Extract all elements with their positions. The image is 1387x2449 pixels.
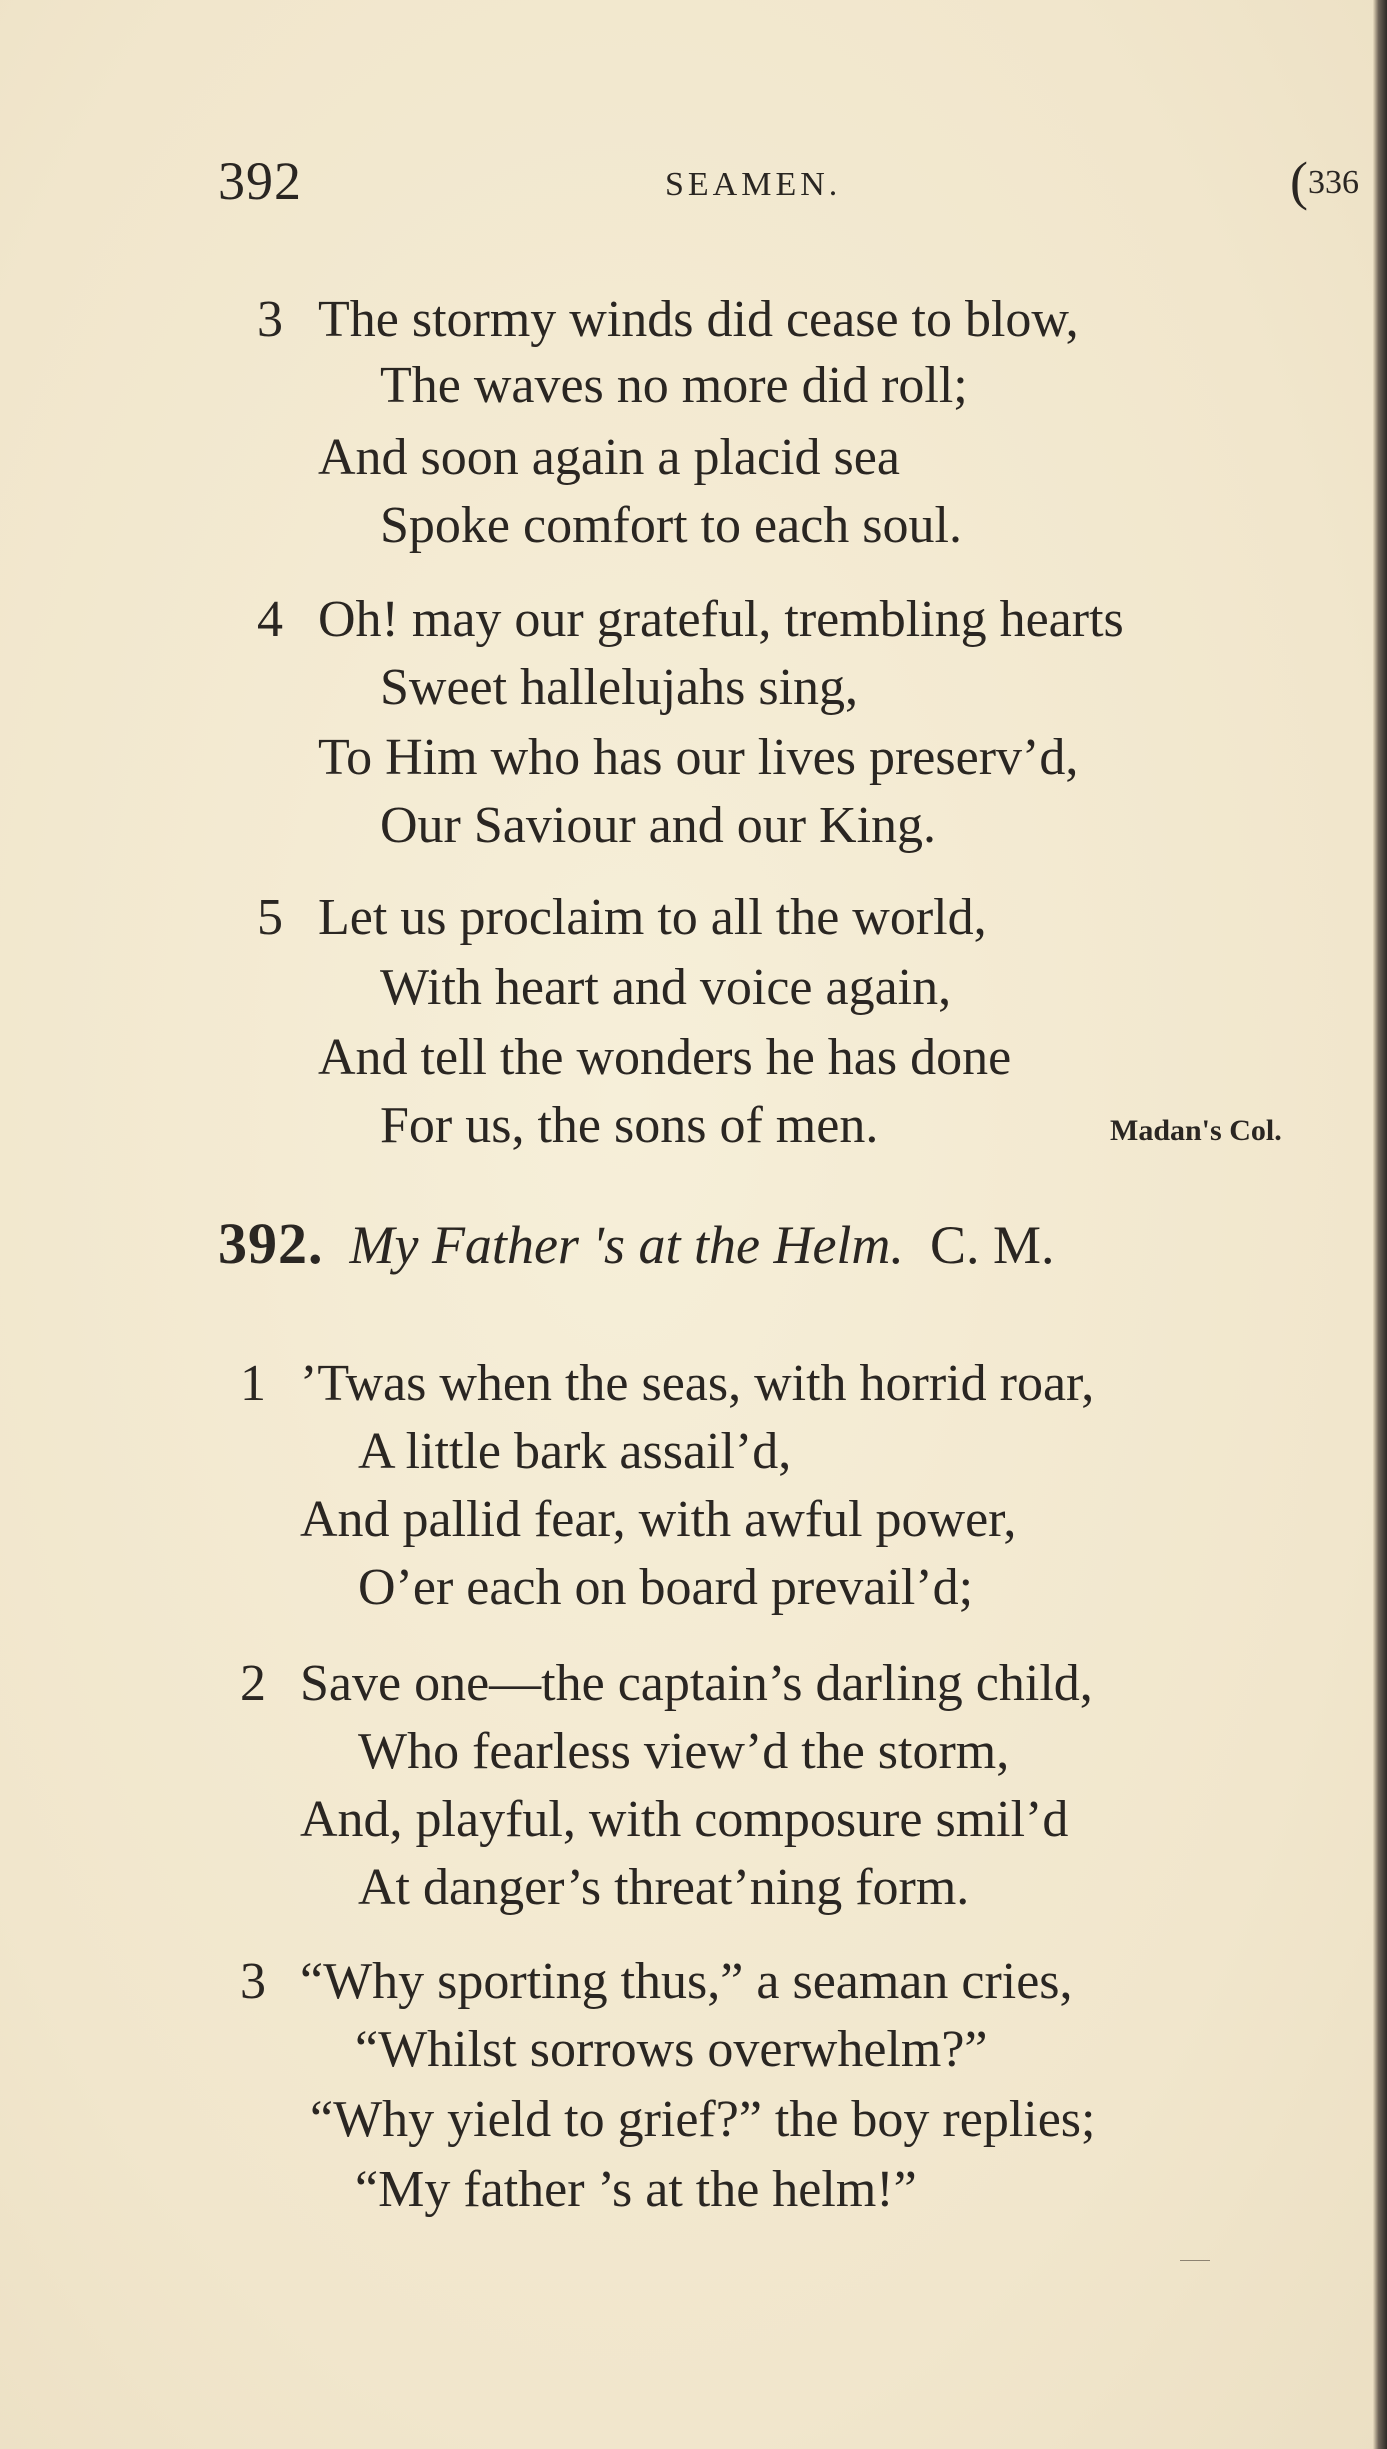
verse-line: Who fearless view’d the storm, bbox=[358, 1723, 1010, 1780]
page-header bbox=[0, 150, 1387, 230]
verse-line: “Why yield to grief?” the boy replies; bbox=[310, 2091, 1096, 2148]
verse-number: 5 bbox=[257, 889, 283, 946]
hymn-meter: C. M. bbox=[929, 1215, 1055, 1275]
attribution: Madan's Col. bbox=[1110, 1114, 1282, 1147]
verse-number: 2 bbox=[240, 1655, 266, 1712]
verse-line: ’Twas when the seas, with horrid roar, bbox=[300, 1355, 1095, 1412]
speck-mark bbox=[1180, 2260, 1210, 2261]
verse-line: And pallid fear, with awful power, bbox=[300, 1491, 1017, 1548]
verse-line: “Why sporting thus,” a seaman cries, bbox=[300, 1953, 1073, 2010]
hymn-title: My Father 's at the Helm. bbox=[349, 1215, 904, 1275]
running-head: SEAMEN. bbox=[665, 166, 842, 203]
hymn-reference-number: 336 bbox=[1307, 164, 1359, 201]
verse-number: 4 bbox=[257, 591, 283, 648]
verse-line: Save one—the captain’s darling child, bbox=[300, 1655, 1093, 1712]
verse-line: And, playful, with composure smil’d bbox=[300, 1791, 1069, 1848]
verse-line: A little bark assail’d, bbox=[358, 1423, 792, 1480]
hymn-reference bbox=[1290, 150, 1359, 212]
verse-line: O’er each on board prevail’d; bbox=[358, 1559, 974, 1616]
verse-line: Let us proclaim to all the world, bbox=[318, 889, 987, 946]
verse-line: Sweet hallelujahs sing, bbox=[380, 659, 859, 716]
hymn-reference-bracket: ( bbox=[1290, 151, 1308, 211]
verse-line: And soon again a placid sea bbox=[318, 429, 900, 486]
verse-line: Oh! may our grateful, trembling hearts bbox=[318, 591, 1124, 648]
verse-line: To Him who has our lives preserv’d, bbox=[318, 729, 1079, 786]
page-edge-shadow bbox=[1373, 0, 1387, 2449]
verse-number: 1 bbox=[240, 1355, 266, 1412]
verse-line: “Whilst sorrows overwhelm?” bbox=[355, 2021, 988, 2078]
verse-line: “My father ’s at the helm!” bbox=[355, 2161, 917, 2218]
verse-line: The stormy winds did cease to blow, bbox=[318, 291, 1079, 348]
verse-number: 3 bbox=[257, 291, 283, 348]
verse-number: 3 bbox=[240, 1953, 266, 2010]
hymn-number: 392. bbox=[218, 1211, 324, 1276]
verse-line: For us, the sons of men. bbox=[380, 1097, 879, 1154]
verse-line: Our Saviour and our King. bbox=[380, 797, 937, 854]
hymn-title-line bbox=[218, 1210, 1348, 1280]
verse-line: The waves no more did roll; bbox=[380, 357, 968, 414]
page-number: 392 bbox=[218, 151, 302, 211]
verse-line: And tell the wonders he has done bbox=[318, 1029, 1012, 1086]
verse-line: At danger’s threat’ning form. bbox=[358, 1859, 970, 1916]
verse-line: With heart and voice again, bbox=[380, 959, 952, 1016]
verse-line: Spoke comfort to each soul. bbox=[380, 497, 962, 554]
